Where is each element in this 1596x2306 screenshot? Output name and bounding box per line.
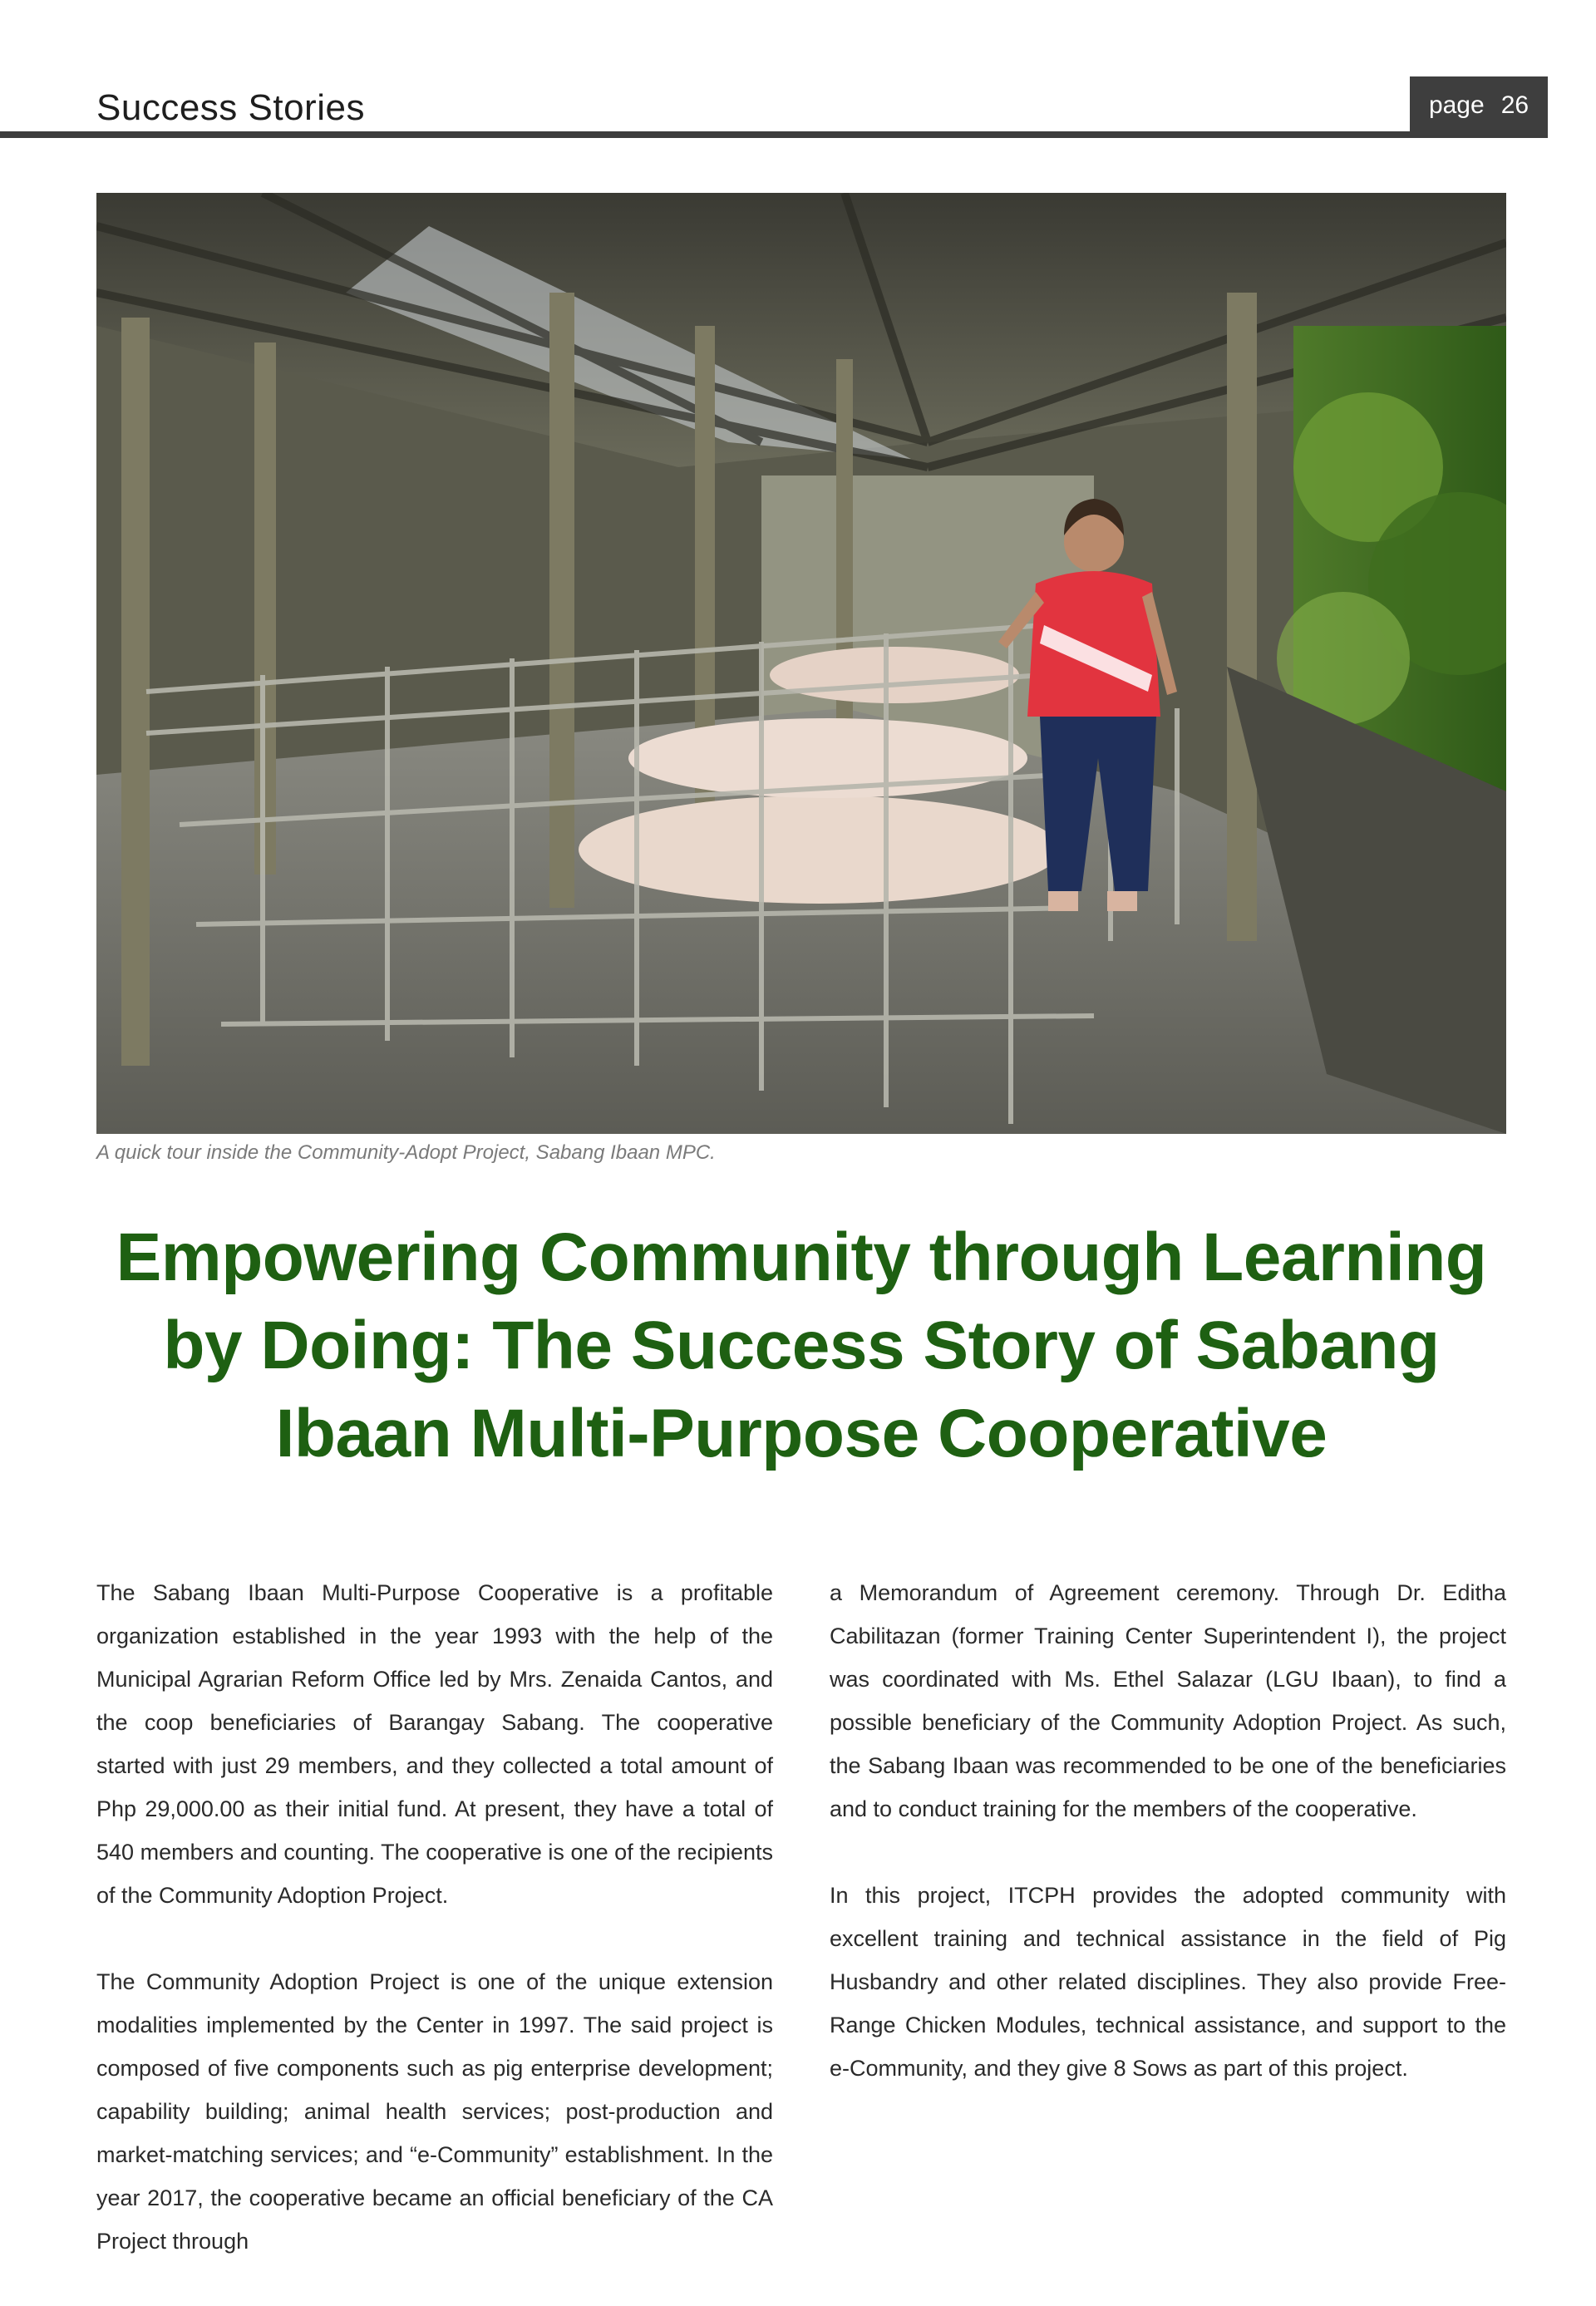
- article-title: Empowering Community through Learning by Doing: The Success Story of Sabang Ibaan Multi-Purpose Cooperative: [116, 1220, 1487, 1471]
- header-rule: [0, 131, 1548, 138]
- paragraph: In this project, ITCPH provides the adopted community with excellent training and technical assistance in the field of Pig Husbandry and other related disciplines. They also provide Free-Range Chicken Modules, technical assistance, and support to the e-Community, and they give 8 Sows as part of this project.: [830, 1883, 1506, 2081]
- section-label: Success Stories: [96, 87, 365, 128]
- paragraph: a Memorandum of Agreement ceremony. Through Dr. Editha Cabilitazan (former Training Center Superintendent I), the project was coordinated with Ms. Ethel Salazar (LGU Ibaan), to find a possible beneficiary of the Community Adoption Project. As such, the Sabang Ibaan was recommended to be one of the beneficiaries and to conduct training for the members of the cooperative.: [830, 1580, 1506, 1821]
- paragraph: The Community Adoption Project is one of the unique extension modalities implemented by the Center in 1997. The said project is composed of five components such as pig enterprise development; capability building; animal health services; post-production and market-matching services; and “e-Community” establishment. In the year 2017, the cooperative became an official beneficiary of the CA Project through: [96, 1969, 773, 2254]
- article-photo: [96, 193, 1506, 1134]
- page-label: page: [1428, 91, 1485, 119]
- page-header: [0, 76, 1548, 140]
- article-column-right: [830, 1571, 1506, 2133]
- article-column-left: [96, 1571, 773, 2306]
- page-number-tab: [1410, 76, 1548, 135]
- paragraph: The Sabang Ibaan Multi-Purpose Cooperative is a profitable organization established in the year 1993 with the help of the Municipal Agrarian Reform Office led by Mrs. Zenaida Cantos, and the coop beneficiaries of Barangay Sabang. The cooperative started with just 29 members, and they collected a total amount of Php 29,000.00 as their initial fund. At present, they have a total of 540 members and counting. The cooperative is one of the recipients of the Community Adoption Project.: [96, 1580, 773, 1908]
- page-number: 26: [1500, 91, 1530, 119]
- photo-caption: A quick tour inside the Community-Adopt Project, Sabang Ibaan MPC.: [96, 1141, 716, 1164]
